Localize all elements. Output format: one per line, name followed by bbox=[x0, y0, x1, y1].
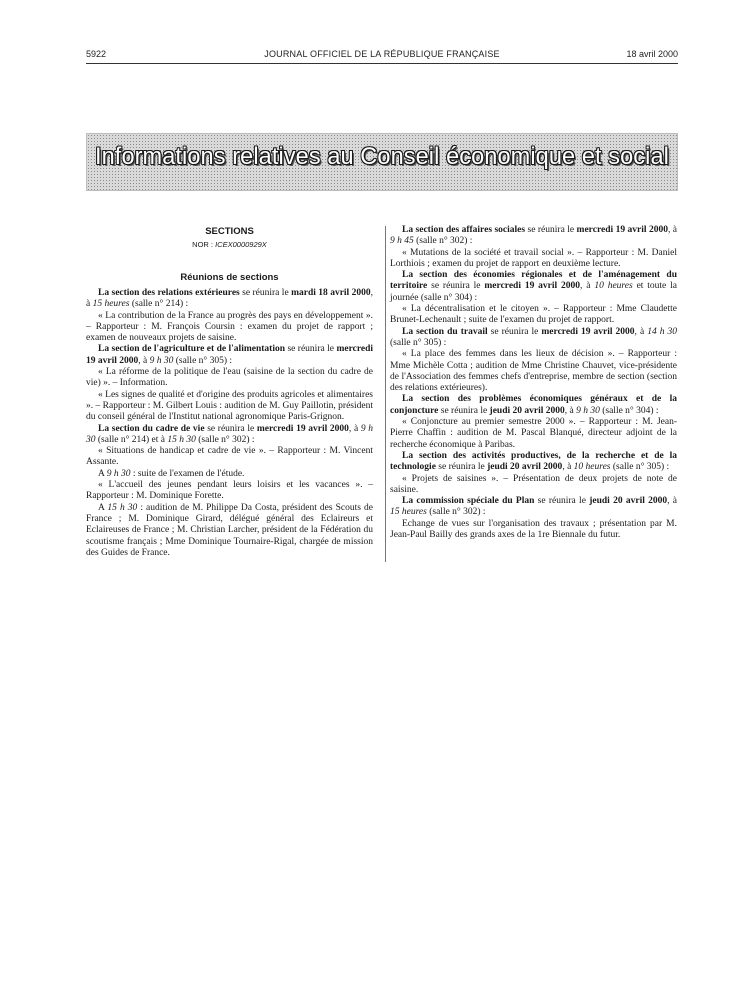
paragraph bbox=[86, 344, 373, 367]
paragraph-text: Echange de vues sur l'organisation des travaux ; présentation par M. Jean-Paul Bailly des grands axes de la 1re Biennale du futur. bbox=[390, 518, 677, 541]
paragraph bbox=[390, 248, 677, 271]
paragraph bbox=[390, 349, 677, 394]
paragraph-text: mercredi 19 avril 2000 bbox=[256, 423, 349, 434]
paragraph-text: (salle n° 302) : bbox=[426, 507, 486, 518]
paragraph bbox=[86, 503, 373, 559]
paragraph-text: « La décentralisation et le citoyen ». – Rapporteur : Mme Claudette Brunet-Lechenault ; suite de l'examen du projet de rapport. bbox=[390, 304, 677, 326]
paragraph bbox=[86, 446, 373, 469]
paragraph-text: 9 h 45 bbox=[390, 236, 414, 247]
left-column-body bbox=[86, 288, 373, 559]
page-header bbox=[86, 49, 678, 63]
nor-code: ICEX0000929X bbox=[215, 240, 267, 249]
paragraph-text: 9 h 30 bbox=[106, 468, 131, 479]
paragraph-text: « Mutations de la société et travail social ». – Rapporteur : M. Daniel Lorthiois ; examen du projet de rapport en deuxième lecture. bbox=[390, 247, 677, 269]
paragraph-text: jeudi 20 avril 2000 bbox=[589, 496, 668, 507]
reunions-heading: Réunions de sections bbox=[180, 272, 279, 283]
paragraph-text: 15 h 30 bbox=[107, 502, 138, 513]
paragraph-text: , à bbox=[86, 288, 373, 310]
paragraph bbox=[86, 367, 373, 390]
paragraph-text: , à bbox=[348, 423, 361, 434]
paragraph-text: se réunira le bbox=[427, 281, 485, 292]
paragraph-text: 15 h 30 bbox=[167, 434, 196, 445]
paragraph-text: « Les signes de qualité et d'origine des produits agricoles et alimentaires ». – Rapporteur : M. Gilbert Louis : audition de M. Guy Paillotin, président du conseil général de l'Institut national agronomique Paris-Grignon. bbox=[86, 389, 373, 423]
paragraph-text: (salle n° 214) : bbox=[129, 299, 189, 310]
paragraph-text: La section des économies régionales et de l'aménagement du territoire bbox=[390, 270, 677, 292]
paragraph-text: , à bbox=[562, 462, 574, 473]
paragraph-text: « La contribution de la France au progrès des pays en développement ». – Rapporteur : M. François Coursin : examen du projet de rapport ; examen de nouveaux projets de saisine. bbox=[86, 310, 373, 344]
journal-title: JOURNAL OFFICIEL DE LA RÉPUBLIQUE FRANÇAISE bbox=[264, 49, 500, 59]
paragraph-text: se réunira le bbox=[534, 496, 590, 507]
paragraph-text: « La place des femmes dans les lieux de décision ». – Rapporteur : Mme Michèle Cotta ; audition de Mme Christine Chauvet, vice-présidente de l'Association des femmes chefs d'entreprise, membre de section (section des relations extérieures). bbox=[390, 349, 677, 394]
paragraph-text: La section du travail bbox=[402, 326, 488, 337]
paragraph bbox=[390, 304, 677, 327]
header-rule bbox=[86, 63, 678, 64]
paragraph bbox=[86, 288, 373, 311]
paragraph-text: : suite de l'examen de l'étude. bbox=[130, 468, 245, 479]
paragraph-text: 14 h 30 bbox=[647, 326, 678, 337]
paragraph-text: (salle n° 304) : bbox=[599, 405, 659, 416]
left-column bbox=[86, 225, 373, 559]
paragraph-text: La section des problèmes économiques généraux et de la conjoncture bbox=[390, 394, 677, 416]
paragraph bbox=[390, 519, 677, 542]
paragraph-text: (salle n° 305) : bbox=[390, 337, 447, 348]
paragraph-text: se réunira le bbox=[285, 344, 337, 355]
column-separator bbox=[385, 226, 386, 562]
paragraph-text: , à bbox=[580, 281, 595, 292]
paragraph-text: « La réforme de la politique de l'eau (saisine de la section du cadre de vie) ». – Information. bbox=[86, 367, 373, 389]
paragraph-text: 9 h 30 bbox=[576, 405, 600, 416]
page-number: 5922 bbox=[86, 49, 107, 59]
paragraph-text: (salle n° 305) : bbox=[610, 462, 670, 473]
paragraph bbox=[86, 469, 373, 480]
paragraph bbox=[390, 225, 677, 248]
paragraph-text: La section de l'agriculture et de l'alimentation bbox=[98, 344, 286, 355]
paragraph-text: , à bbox=[138, 355, 150, 366]
nor-reference bbox=[86, 239, 373, 251]
paragraph-text: « Projets de saisines ». – Présentation de deux projets de note de saisine. bbox=[390, 473, 677, 495]
paragraph-text: 15 heures bbox=[390, 507, 427, 518]
paragraph-text: La commission spéciale du Plan bbox=[402, 496, 535, 507]
title-banner bbox=[86, 133, 678, 191]
paragraph bbox=[86, 480, 373, 503]
paragraph-text: mercredi 19 avril 2000 bbox=[86, 344, 374, 366]
paragraph-text: (salle n° 305) : bbox=[173, 355, 233, 366]
sections-heading: SECTIONS bbox=[205, 226, 254, 237]
paragraph-text: La section des relations extérieures bbox=[98, 288, 240, 298]
paragraph-text: se réunira le bbox=[438, 405, 490, 416]
paragraph-text: : audition de M. Philippe Da Costa, président des Scouts de France ; M. Dominique Girard, délégué général des Eclaireurs et Eclaireuses de France ; M. Christian Larcher, président de la Fédération du scoutisme français ; Mme Dominique Tournaire-Rigal, chargée de mission des Guides de France. bbox=[86, 502, 374, 558]
paragraph-text: 10 heures bbox=[594, 281, 633, 292]
paragraph-text: La section des affaires sociales bbox=[402, 225, 526, 235]
paragraph-text: mercredi 19 avril 2000 bbox=[484, 281, 581, 292]
paragraph bbox=[390, 451, 677, 474]
paragraph-text: se réunira le bbox=[525, 225, 577, 235]
paragraph-text: se réunira le bbox=[204, 423, 257, 434]
paragraph bbox=[390, 270, 677, 304]
paragraph-text: mercredi 19 avril 2000 bbox=[576, 225, 668, 235]
paragraph-text: 10 heures bbox=[573, 462, 611, 473]
paragraph bbox=[390, 327, 677, 350]
paragraph bbox=[390, 417, 677, 451]
paragraph bbox=[390, 474, 677, 497]
paragraph-text: mercredi 19 avril 2000 bbox=[541, 326, 635, 337]
paragraph-text: (salle n° 302) : bbox=[413, 236, 473, 247]
paragraph-text: jeudi 20 avril 2000 bbox=[487, 462, 563, 473]
paragraph-text: « Situations de handicap et cadre de vie ». – Rapporteur : M. Vincent Assante. bbox=[86, 446, 373, 468]
paragraph-text: A bbox=[98, 468, 107, 479]
paragraph bbox=[86, 390, 373, 424]
paragraph-text: « L'accueil des jeunes pendant leurs loisirs et les vacances ». – Rapporteur : M. Dominique Forette. bbox=[86, 480, 373, 502]
paragraph-text: se réunira le bbox=[487, 326, 542, 337]
paragraph-text: La section des activités productives, de la recherche et de la technologie bbox=[390, 450, 677, 473]
paragraph bbox=[86, 311, 373, 345]
paragraph-text: mardi 18 avril 2000 bbox=[291, 288, 371, 298]
paragraph bbox=[86, 424, 373, 447]
paragraph-text: se réunira le bbox=[239, 288, 292, 298]
nor-label: NOR : bbox=[192, 240, 216, 249]
paragraph-text: (salle n° 302) : bbox=[195, 434, 255, 445]
paragraph-text: La section du cadre de vie bbox=[98, 423, 205, 434]
banner-title: Informations relatives au Conseil économique et social bbox=[94, 143, 669, 170]
paragraph-text: , à bbox=[634, 326, 648, 337]
paragraph-text: 15 heures bbox=[92, 299, 130, 310]
paragraph-text: , à bbox=[667, 496, 677, 507]
paragraph-text: 9 h 30 bbox=[149, 355, 174, 366]
paragraph-text: (salle n° 214) et à bbox=[95, 434, 168, 445]
paragraph-text: 9 h 30 bbox=[86, 423, 374, 445]
right-column bbox=[390, 225, 677, 541]
paragraph-text: et toute la journée (salle n° 304) : bbox=[390, 281, 677, 303]
paragraph bbox=[390, 496, 677, 519]
publication-date: 18 avril 2000 bbox=[626, 49, 678, 59]
paragraph-text: , à bbox=[564, 405, 577, 416]
paragraph-text: jeudi 20 avril 2000 bbox=[489, 405, 565, 416]
paragraph-text: , à bbox=[667, 225, 678, 235]
paragraph-text: se réunira le bbox=[435, 462, 488, 473]
right-column-body bbox=[390, 225, 677, 541]
paragraph-text: A bbox=[98, 502, 108, 513]
paragraph bbox=[390, 394, 677, 417]
paragraph-text: « Conjoncture au premier semestre 2000 ». – Rapporteur : M. Jean-Pierre Chaffin : audition de M. Pascal Blanqué, directeur adjoint de la recherche économique à Paribas. bbox=[390, 417, 677, 450]
